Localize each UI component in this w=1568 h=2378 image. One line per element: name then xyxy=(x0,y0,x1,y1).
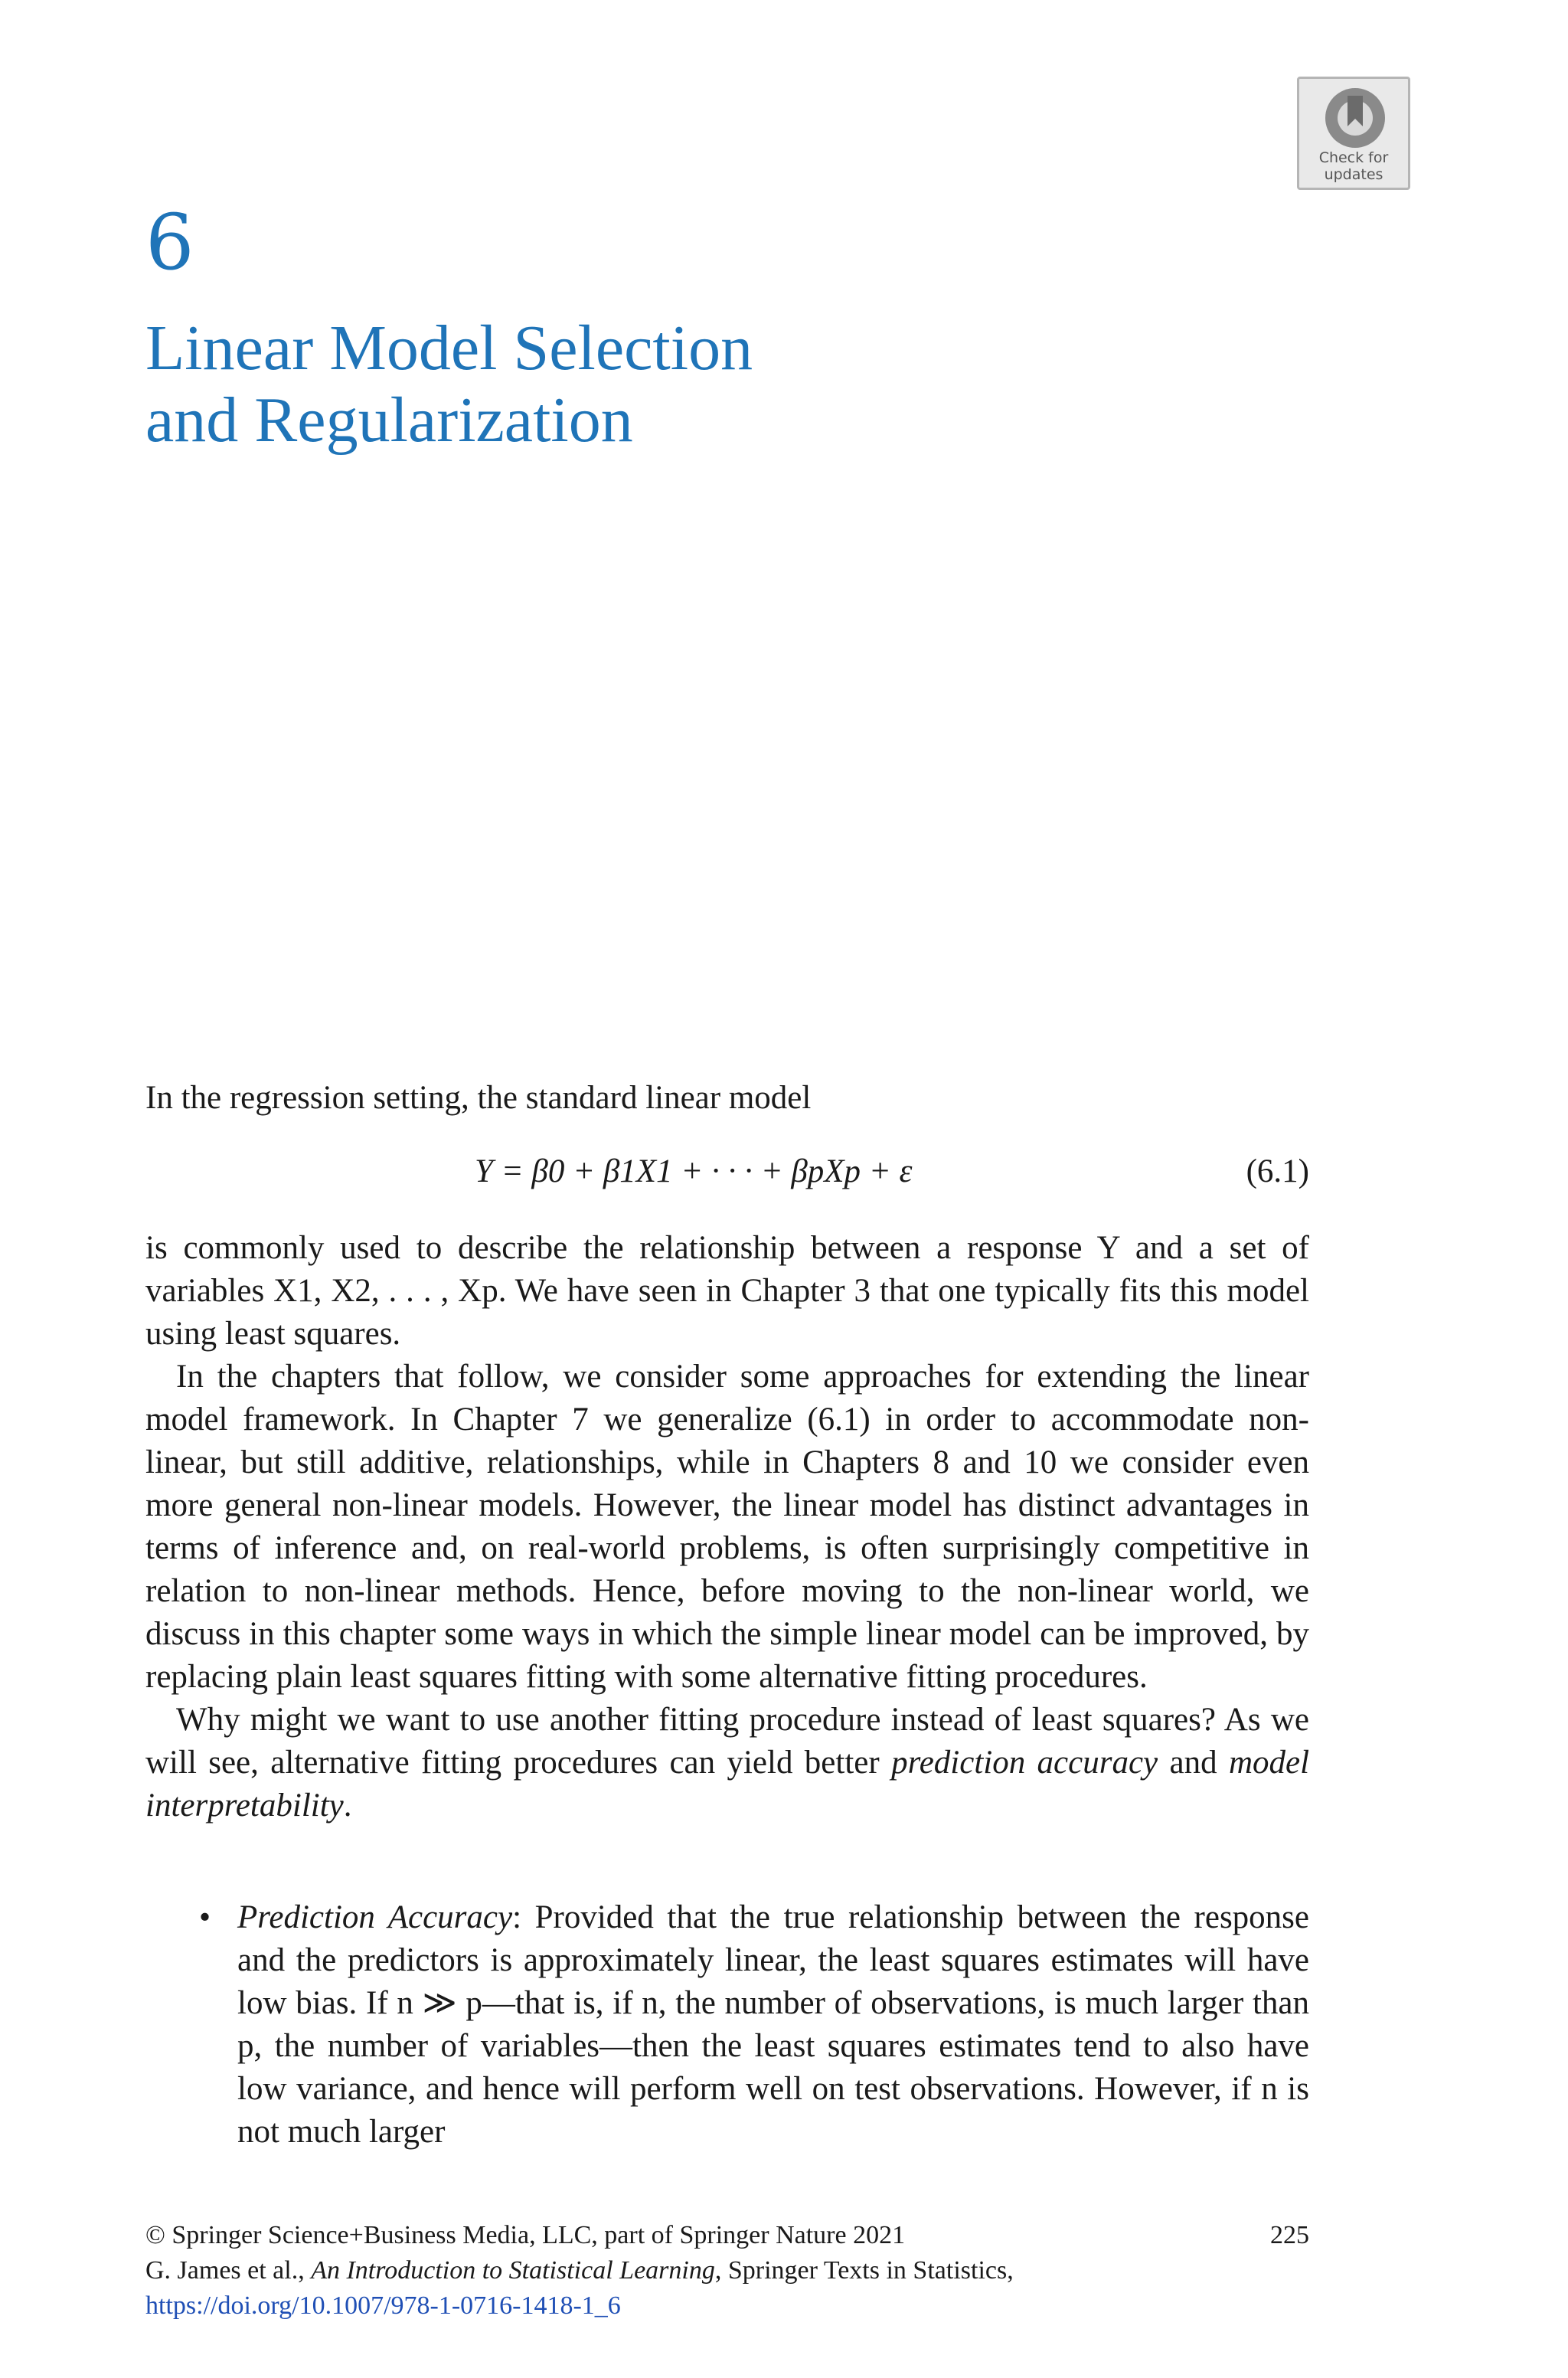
equation-formula: Y = β0 + β1X1 + · · · + βpXp + ε xyxy=(475,1153,913,1189)
bullet-dot: • xyxy=(199,1899,211,1935)
page-number: 225 xyxy=(1270,2221,1309,2249)
paragraph-3 xyxy=(145,1699,1309,1827)
bullet-prediction-accuracy xyxy=(145,1896,1309,2154)
doi-link[interactable]: https://doi.org/10.1007/978-1-0716-1418-1_6 xyxy=(145,2291,621,2320)
why-and: and xyxy=(1169,1745,1217,1781)
badge-label-line1: Check for xyxy=(1318,149,1389,166)
chapter-title-line1: Linear Model Selection xyxy=(145,312,753,384)
bookmark-icon xyxy=(1325,88,1385,148)
paragraph-2: In the chapters that follow, we consider some approaches for extending the linear model framework. In Chapter 7 we generalize (6.1) in order to accommodate non-linear, but still additive, relationships, while in Chapters 8 and 10 we consider even more general non-linear models. However, the linear model has distinct advantages in terms of inference and, on real-world problems, is often surprisingly competitive in relation to non-linear methods. Hence, before moving to the non-linear world, we discuss in this chapter some ways in which the simple linear model can be improved, by replacing plain least squares fitting with some alternative fitting procedures. xyxy=(145,1359,1309,1695)
badge-label-line2: updates xyxy=(1324,166,1383,183)
why-text: Why might we want to use another fitting procedure instead of least squares? As we will see, alternative fitting procedures can yield better xyxy=(145,1702,1309,1781)
term-model-interpretability: model interpretability xyxy=(145,1745,1310,1824)
bullet-text xyxy=(237,1896,1309,2154)
bullet-term: Prediction Accuracy xyxy=(237,1899,513,1935)
bullet-body: : Provided that the true relationship between the response and the predictors is approximately linear, the least squares estimates will have low bias. If n ≫ p—that is, if n, the number of observations, is much larger than p, the number of variables—then the least squares estimates tend to also have low variance, and hence will perform well on test observations. However, if n is not much larger xyxy=(237,1899,1309,2150)
paragraph-1: is commonly used to describe the relationship between a response Y and a set of variables X1, X2, . . . , Xp. We have seen in Chapter 3 that one typically fits this model using least squares. xyxy=(145,1230,1309,1352)
badge-label xyxy=(1299,149,1408,183)
equation-6-1 xyxy=(145,1149,1309,1195)
footer-citation xyxy=(145,2253,1309,2288)
chapter-title-line2: and Regularization xyxy=(145,384,633,456)
term-prediction-accuracy: prediction accuracy xyxy=(891,1745,1158,1781)
chapter-number: 6 xyxy=(145,198,194,287)
body-text xyxy=(145,1227,1309,1827)
citation-authors: G. James et al., xyxy=(145,2256,312,2285)
check-for-updates-badge[interactable] xyxy=(1297,77,1410,190)
equation-number: (6.1) xyxy=(1246,1153,1309,1189)
why-end: . xyxy=(343,1788,352,1824)
intro-sentence: In the regression setting, the standard linear model xyxy=(145,1080,812,1116)
copyright-text: © Springer Science+Business Media, LLC, part of Springer Nature 2021 xyxy=(145,2221,906,2249)
citation-title: An Introduction to Statistical Learning xyxy=(311,2256,715,2285)
footer-copyright xyxy=(145,2218,1309,2253)
chapter-title xyxy=(145,312,1064,456)
citation-rest: , Springer Texts in Statistics, xyxy=(714,2256,1014,2285)
